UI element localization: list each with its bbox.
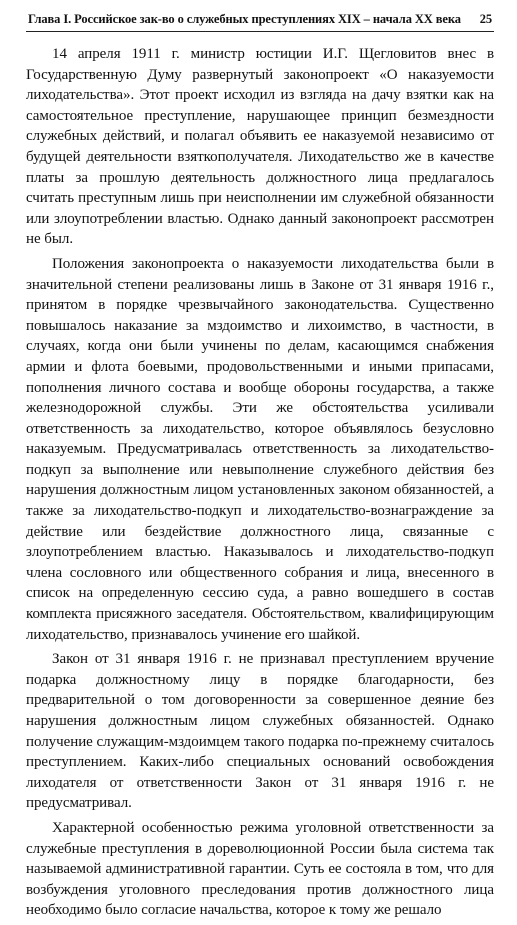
running-header	[26, 6, 494, 32]
paragraph-2: Положения законопроекта о наказуемости лиходательства были в значительной степени реализованы лишь в Законе от 31 января 1916 г., принятом в порядке чрезвычайного законодательства. Существенно повышалось наказание за мздоимство и лихоимство, в частности, в случаях, когда они были учинены по делам, касающимся снабжения армии и флота боевыми, продовольственными и иными припасами, пополнения личного состава и вообще обороны государства, а также железнодорожной службы. Эти же обстоятельства усиливали ответственность за лиходательство, которое объявлялось безусловно наказуемым. Предусматривалась ответственность за лиходательство-подкуп за выполнение или невыполнение служебного действия без нарушения должностным лицом установленных законом обязанностей, а также за лиходательство-подкуп и лиходательство-вознаграждение за действие или бездействие должностного лица, связанные с злоупотреблением властью. Наказывалось и лиходательство-подкуп члена сословного или общественного собрания и лица, внесенного в список на определенную сессию суда, а равно вошедшего в состав комплекта присяжного заседателя. Обстоятельством, квалифицирующим лиходательство, признавалось учинение его шайкой.	[26, 255, 494, 643]
book-page	[26, 6, 494, 925]
body-text	[26, 44, 494, 921]
chapter-running-title: Глава I. Российское зак-во о служебных преступлениях XIX – начала XX века	[28, 12, 461, 26]
paragraph-1: 14 апреля 1911 г. министр юстиции И.Г. Щегловитов внес в Государственную Думу развернутый законопроект «О наказуемости лиходательства». Этот проект исходил из взгляда на дачу взятки как на самостоятельное преступление, нарушающее принцип безмездности служебных действий, и полагал объявить ее наказуемой независимо от будущей деятельности взяткополучателя. Лиходательство же в качестве платы за прошлую деятельность должностного лица предлагалось считать преступным лишь при неисполнении им служебной обязанности или злоупотреблении властью. Однако данный законопроект рассмотрен не был.	[26, 46, 494, 248]
page-number: 25	[479, 12, 492, 26]
paragraph-3: Закон от 31 января 1916 г. не признавал преступлением вручение подарка должностному лицу в порядке благодарности, без предварительной о том договоренности за совершенное деяние без нарушения должностным лицом служебных обязанностей. Однако получение служащим-мздоимцем такого подарка по-прежнему считалось преступлением. Каких-либо специальных оснований освобождения лиходателя от ответственности Закон от 31 января 1916 г. не предусматривал.	[26, 651, 494, 812]
paragraph-4: Характерной особенностью режима уголовной ответственности за служебные преступления в дореволюционной России была система так называемой административной гарантии. Суть ее состояла в том, что для возбуждения уголовного преследования против должностного лица необходимо было согласие начальства, которое к тому же решало	[26, 819, 494, 919]
